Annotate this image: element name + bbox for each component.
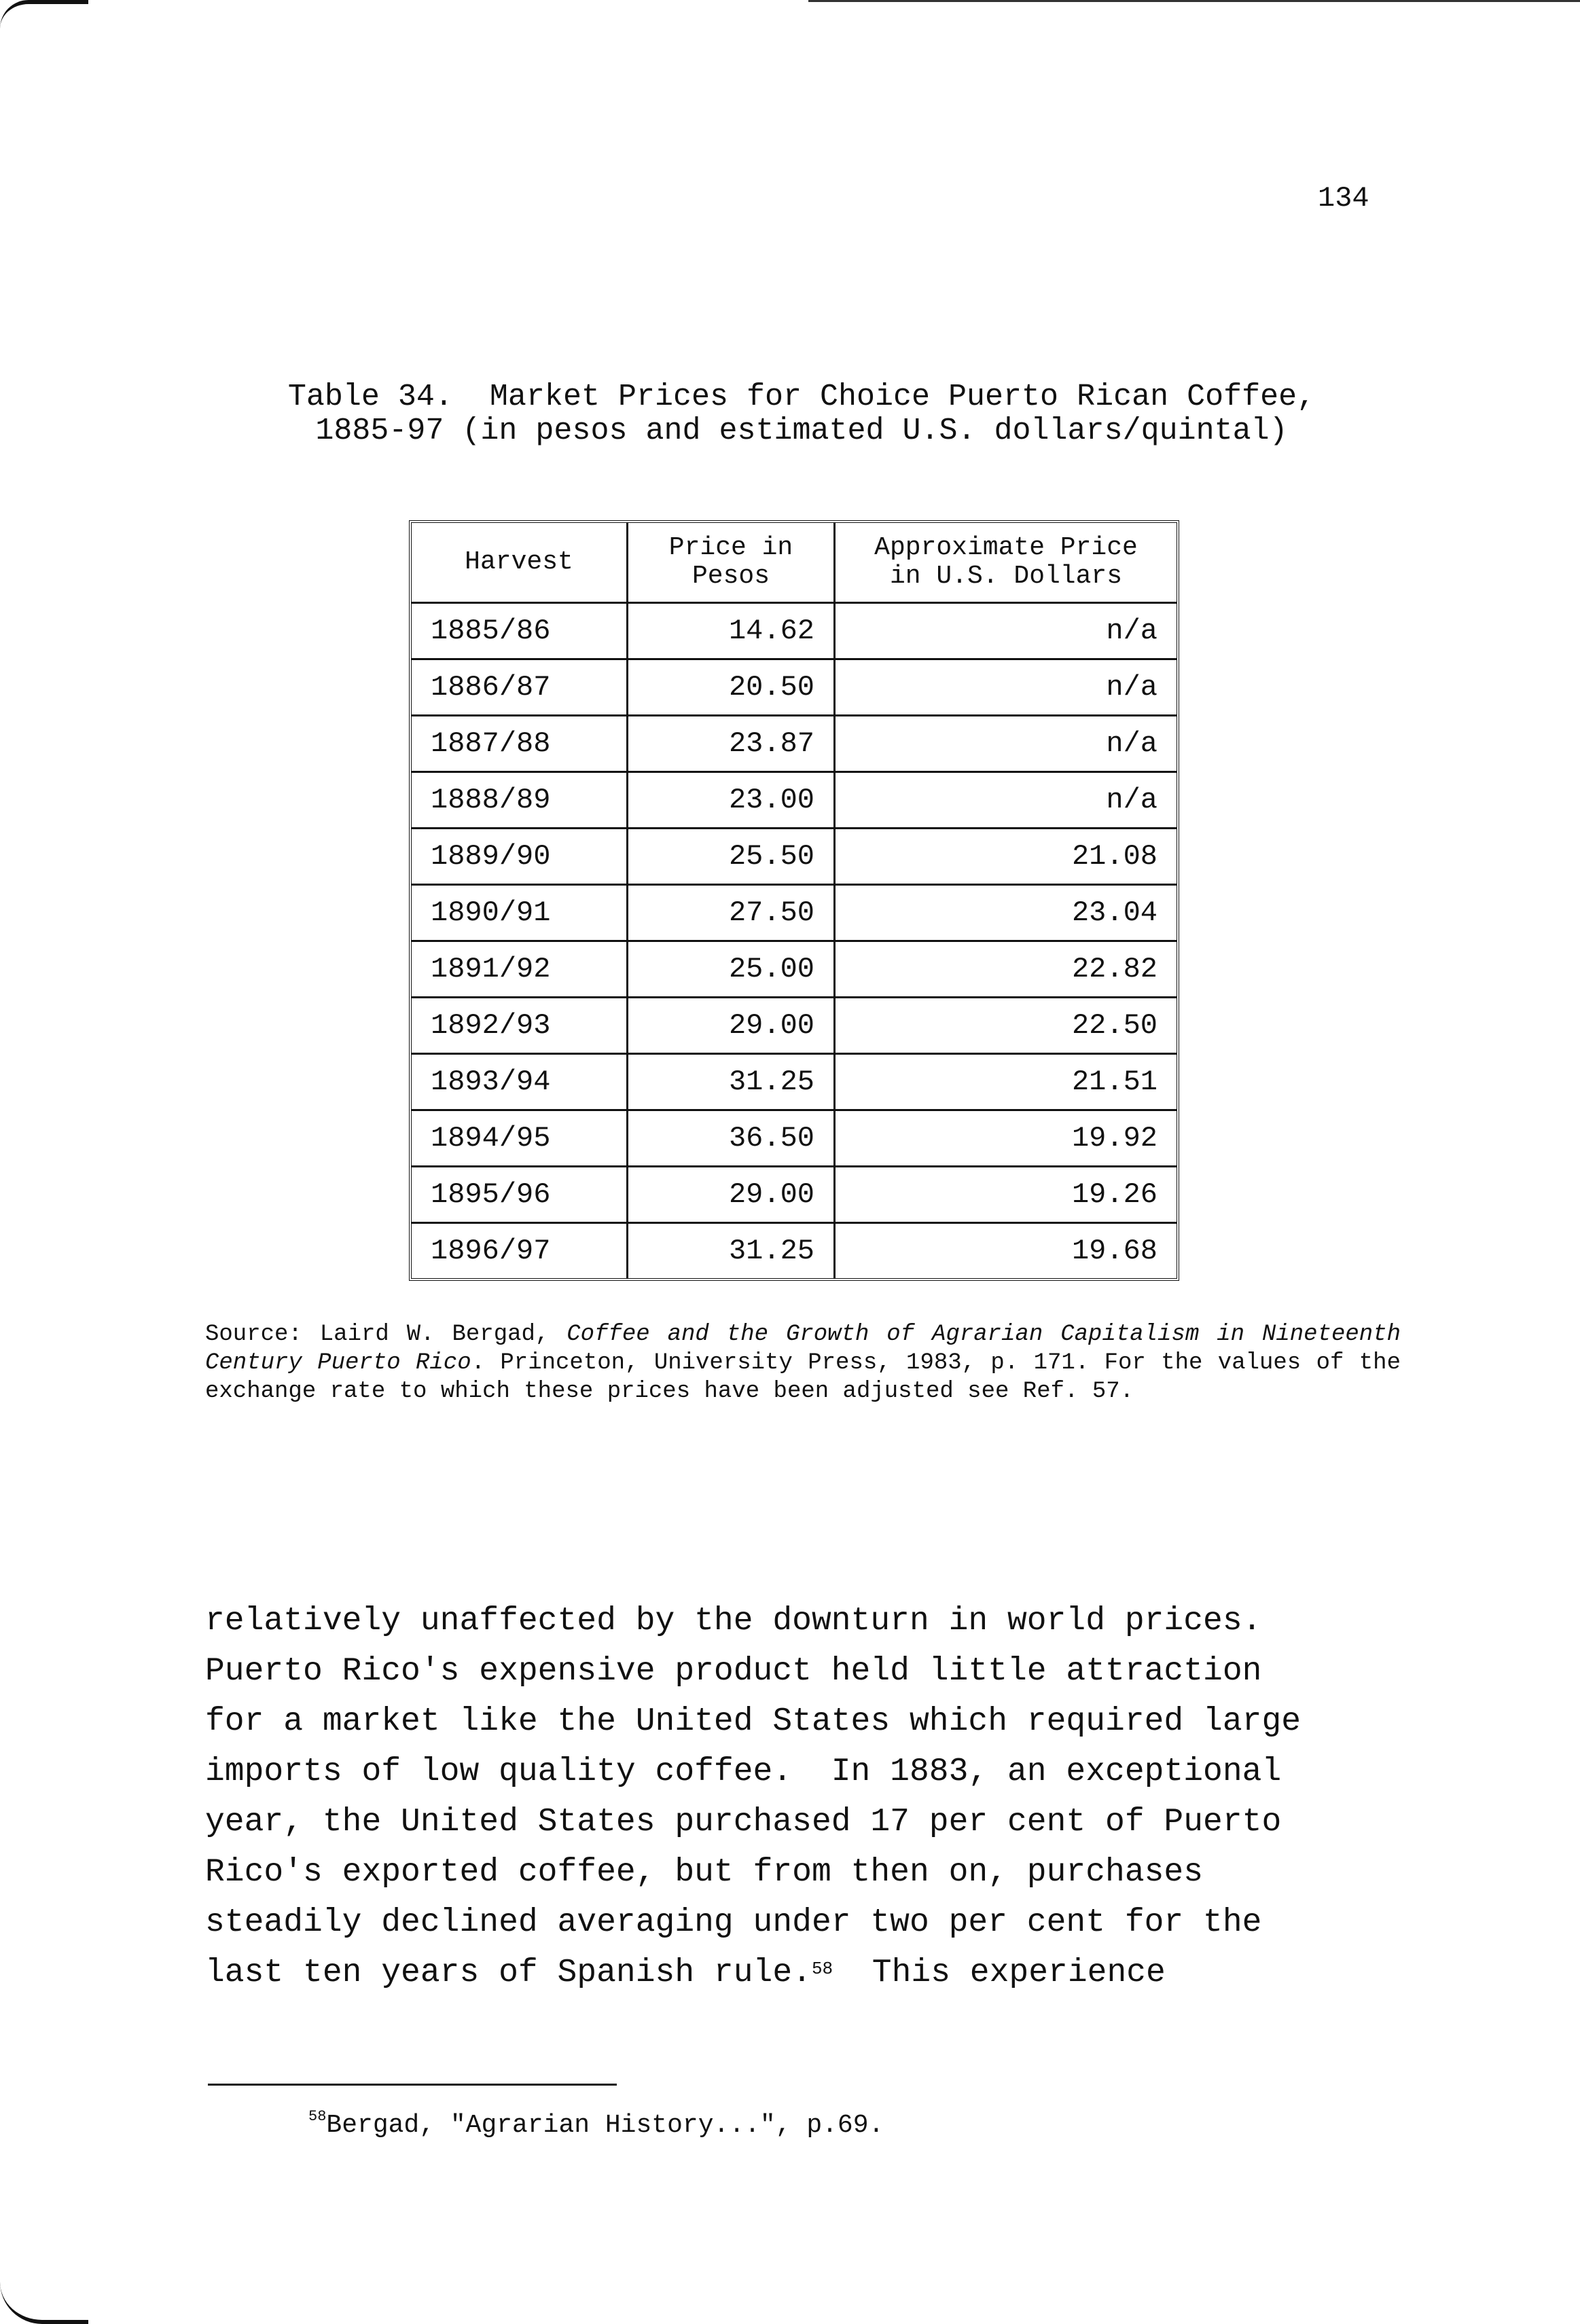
cell-usd: 19.26 [836,1167,1177,1224]
cell-usd: 21.08 [836,829,1177,886]
cell-usd: 19.68 [1071,1235,1157,1267]
source-prefix: Source: Laird W. Bergad, [205,1322,550,1347]
body-line-last: last ten years of Spanish rule.$^{58}$ This experience [205,1955,1166,1991]
coffee-price-table [409,520,1179,1281]
cell-usd: n/a [836,773,1177,829]
body-line: steadily declined averaging under two per cent for the [205,1904,1262,1941]
cell-usd: 21.51 [836,1055,1177,1111]
cell-pesos: 29.00 [628,998,836,1055]
scan-corner-bottom-left [0,2282,88,2324]
body-paragraph [205,1596,1373,1998]
table-row [412,716,1177,773]
cell-harvest: 1894/95 [412,1111,628,1167]
scan-corner-top-left [0,0,88,29]
cell-pesos: 31.25 [628,1055,836,1111]
cell-pesos: 25.50 [628,829,836,886]
cell-pesos: 25.00 [628,942,836,998]
cell-usd: n/a [836,604,1177,660]
cell-pesos: 14.62 [628,604,836,660]
body-line: Puerto Rico's expensive product held little attraction [205,1653,1262,1690]
table-row [412,604,1177,660]
cell-pesos: 23.87 [628,716,836,773]
cell-harvest: 1891/92 [412,942,628,998]
cell-pesos: 27.50 [628,886,836,942]
cell-pesos: 23.00 [628,773,836,829]
table-source-note [205,1320,1401,1406]
cell-harvest: 1887/88 [412,716,628,773]
scan-edge-line [808,0,1580,2]
footnote-divider [208,2084,617,2086]
table-header-row [412,523,1177,604]
table-row [412,1167,1177,1224]
table-row [412,773,1177,829]
footnote-text: Bergad, "Agrarian History...", p.69. [326,2111,884,2140]
body-line: relatively unaffected by the downturn in world prices. [205,1603,1262,1639]
cell-usd: n/a [836,660,1177,716]
table-row [412,660,1177,716]
cell-harvest: 1890/91 [412,886,628,942]
cell-usd: n/a [836,716,1177,773]
table-row [412,829,1177,886]
table-row [412,1055,1177,1111]
body-line: imports of low quality coffee. In 1883, an exceptional [205,1754,1282,1790]
table-row [412,1111,1177,1167]
cell-harvest: 1889/90 [412,829,628,886]
footnote-reference[interactable]: 58 [811,1959,833,1979]
table-row [412,886,1177,942]
source-details: . Princeton, University Press, 1983, p. 171. For the values of the exchange rate to which these prices have been adjusted see Ref. 57. [205,1350,1401,1404]
body-line: for a market like the United States which required large [205,1703,1301,1740]
footnote [308,2108,884,2140]
cell-harvest: 1892/93 [412,998,628,1055]
cell-pesos: 29.00 [628,1167,836,1224]
cell-pesos: 36.50 [628,1111,836,1167]
page-number: 134 [1318,182,1369,215]
cell-usd: 22.50 [836,998,1177,1055]
cell-usd: 23.04 [836,886,1177,942]
cell-pesos: 20.50 [628,660,836,716]
body-line: year, the United States purchased 17 per cent of Puerto [205,1804,1282,1840]
cell-harvest: 1896/97 [412,1224,628,1278]
body-line: Rico's exported coffee, but from then on, purchases [205,1854,1204,1891]
caption-line-2: 1885-97 (in pesos and estimated U.S. dollars/quintal) [315,414,1288,448]
header-price-pesos: Price in Pesos [628,523,836,604]
cell-usd: 22.82 [836,942,1177,998]
source-book-title: Coffee and the Growth of Agrarian Capitalism in Nineteenth Century Puerto Rico [205,1322,1401,1376]
header-price-usd: Approximate Price in U.S. Dollars [836,523,1177,604]
cell-pesos: 31.25 [628,1224,836,1278]
table-caption [204,380,1399,448]
table-row [412,1224,1177,1278]
cell-harvest: 1888/89 [412,773,628,829]
cell-harvest: 1895/96 [412,1167,628,1224]
cell-harvest: 1893/94 [412,1055,628,1111]
table-row [412,942,1177,998]
caption-line-1: Table 34. Market Prices for Choice Puerto Rican Coffee, [287,380,1316,414]
footnote-number: 58 [308,2108,327,2125]
table-row [412,998,1177,1055]
cell-harvest: 1886/87 [412,660,628,716]
cell-harvest: 1885/86 [412,604,628,660]
cell-usd: 19.92 [836,1111,1177,1167]
header-harvest: Harvest [412,523,628,604]
